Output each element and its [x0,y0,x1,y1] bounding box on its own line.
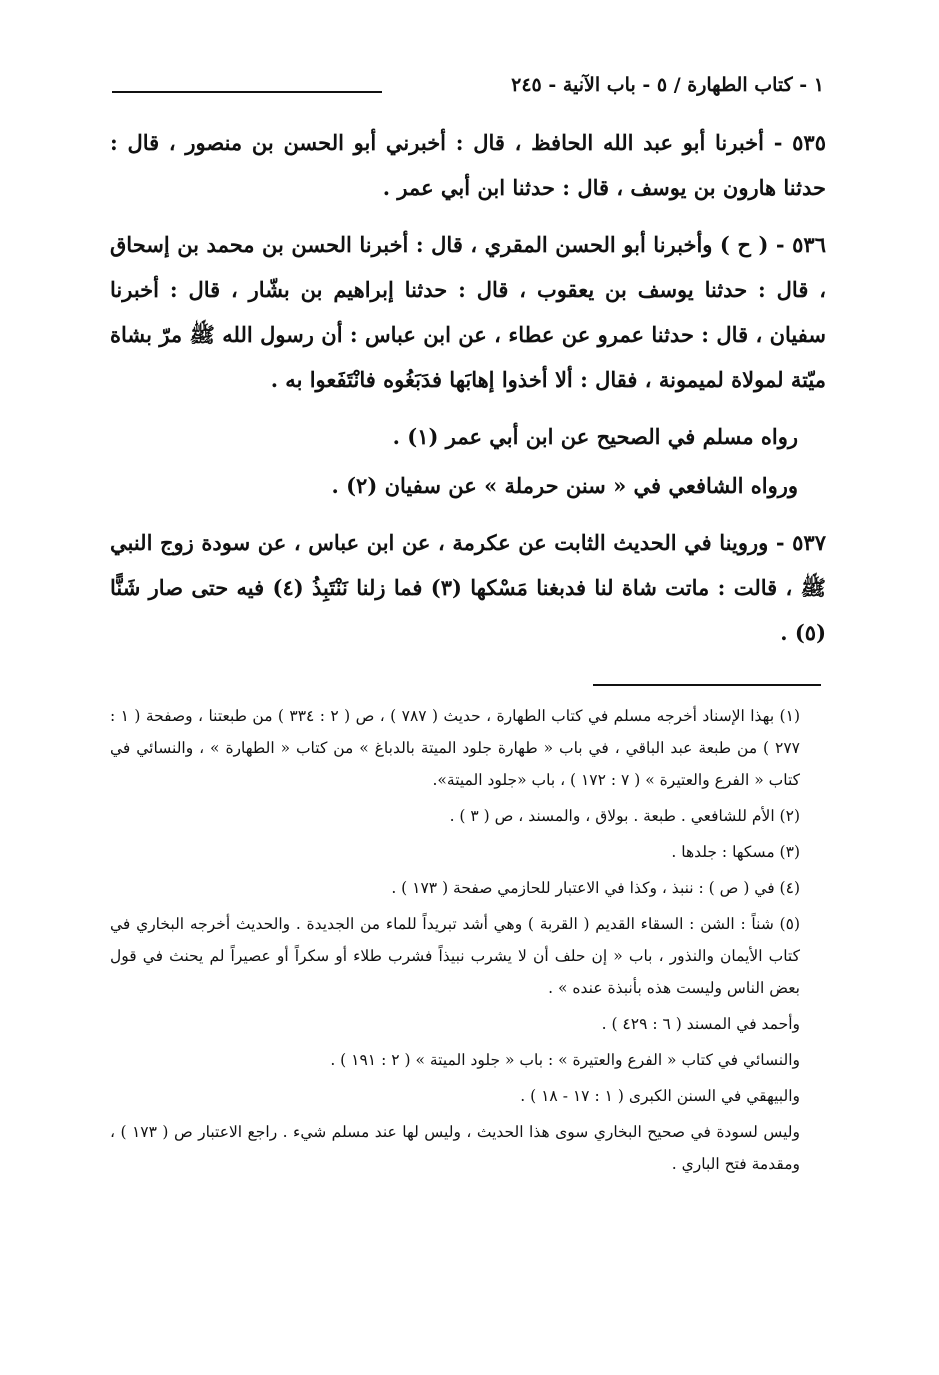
hadith-537: ٥٣٧ - وروينا في الحديث الثابت عن عكرمة ، عن ابن عباس ، عن سودة زوج النبي ﷺ ، قالت : ماتت شاة لنا فدبغنا مَسْكها (٣) فما زلنا نَنْتَبِذُ (٤) فيه حتى صار شَنًّا (٥) . [110,530,826,645]
header-title: ١ - كتاب الطهارة / ٥ - باب الآنية - ٢٤٥ [511,74,824,96]
narration-muslim: رواه مسلم في الصحيح عن ابن أبي عمر (١) . [392,424,798,449]
footnote-1: (١) بهذا الإسناد أخرجه مسلم في كتاب الطهارة ، حديث ( ٧٨٧ ) ، ص ( ٢ : ٣٣٤ ) من طبعتنا ، وصفحة ( ١ : ٢٧٧ ) من طبعة عبد الباقي ، في باب « طهارة جلود الميتة بالدباغ » من كتاب « الطهارة » ، والنسائي في كتاب « الفرع والعتيرة » ( ٧ : ١٧٢ ) ، باب «جلود الميتة». [110,707,800,789]
narration-shafii: ورواه الشافعي في « سنن حرملة » عن سفيان (٢) . [331,473,798,498]
footnote-5-bayhaqi: والبيهقي في السنن الكبرى ( ١ : ١٧ - ١٨ ) . [520,1087,800,1105]
footnote-separator [593,684,821,686]
footnote-4: (٤) في ( ص ) : ننبذ ، وكذا في الاعتبار للحازمي صفحة ( ١٧٣ ) . [391,879,800,897]
footnote-2: (٢) الأم للشافعي . طبعة . بولاق ، والمسند ، ص ( ٣ ) . [449,807,800,825]
hadith-536: ٥٣٦ - ( ح ) وأخبرنا أبو الحسن المقري ، قال : أخبرنا الحسن بن محمد بن إسحاق ، قال : حدثنا يوسف بن يعقوب ، قال : حدثنا إبراهيم بن بشّار ، قال : أخبرنا سفيان ، قال : حدثنا عمرو عن عطاء ، عن ابن عباس : أن رسول الله ﷺ مرّ بشاة ميّتة لمولاة لميمونة ، فقال : ألا أخذوا إهابَها فدَبَغُوه فانْتَفَعوا به . [110,232,826,392]
running-header [112,74,824,104]
footnote-3: (٣) مسكها : جلدها . [671,843,800,861]
footnote-5: (٥) شناً : الشن : السقاء القديم ( القربة ) وهي أشد تبريداً للماء من الجديدة . والحديث أخرجه البخاري في كتاب الأيمان والنذور ، باب « إن حلف أن لا يشرب نبيذاً فشرب طلاء أو سكراً أو عصيراً لم يحنث في قول بعض الناس وليست هذه بأنبذة عنده » . [110,915,800,997]
footnotes [110,700,826,1184]
footnote-5-ahmad: وأحمد في المسند ( ٦ : ٤٢٩ ) . [601,1015,800,1033]
header-rule [112,91,382,93]
main-text [110,120,826,667]
hadith-535: ٥٣٥ - أخبرنا أبو عبد الله الحافظ ، قال : أخبرني أبو الحسن بن منصور ، قال : حدثنا هارون بن يوسف ، قال : حدثنا ابن أبي عمر . [110,130,826,200]
footnote-5-sawda: وليس لسودة في صحيح البخاري سوى هذا الحديث ، وليس لها عند مسلم شيء . راجع الاعتبار ص ( ١٧٣ ) ، ومقدمة فتح الباري . [110,1123,801,1173]
footnote-5-nasai: والنسائي في كتاب « الفرع والعتيرة » : باب « جلود الميتة » ( ٢ : ١٩١ ) . [330,1051,800,1069]
